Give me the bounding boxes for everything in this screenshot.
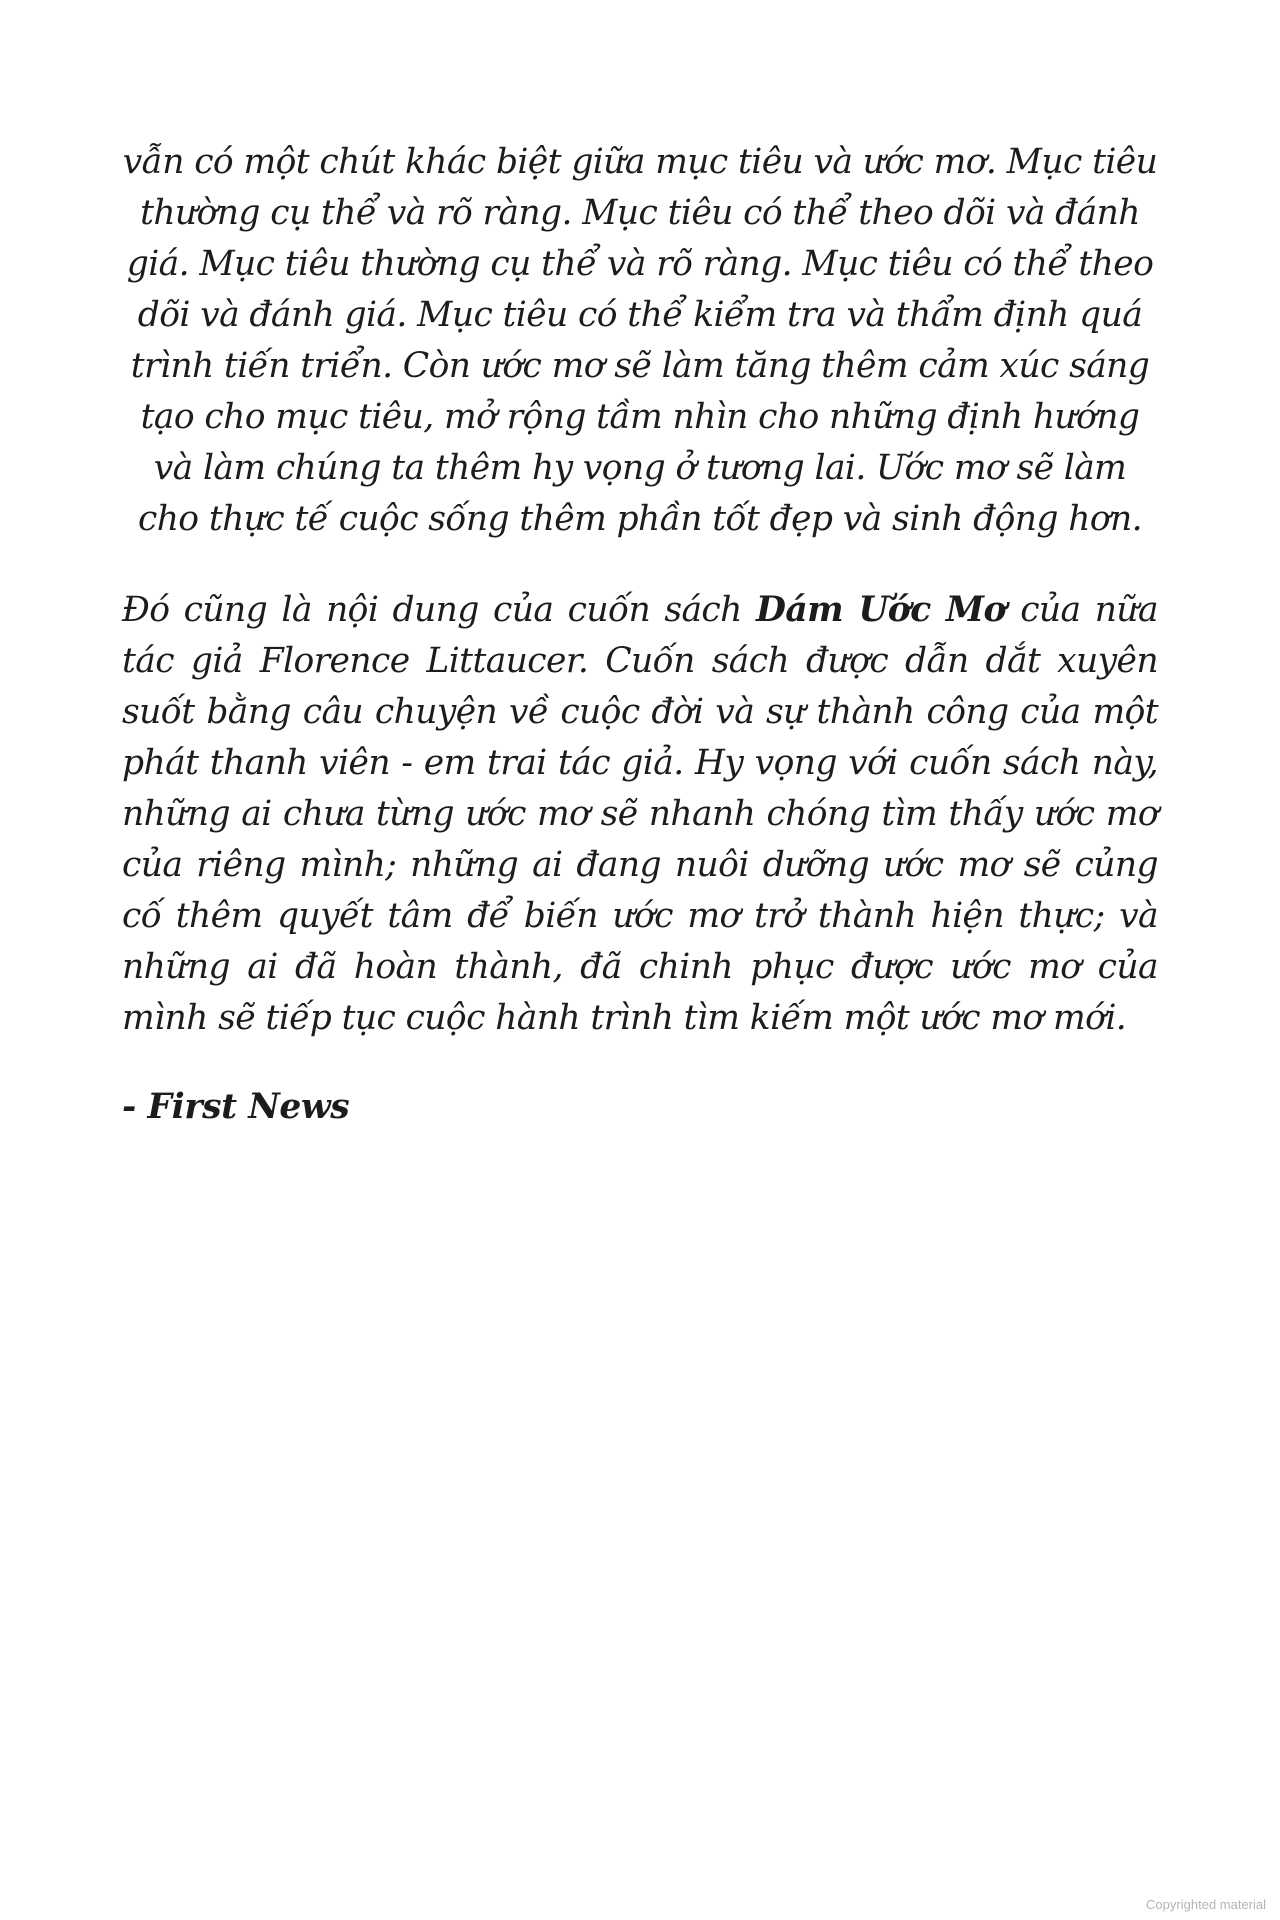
centered-paragraph: vẫn có một chút khác biệt giữa mục tiêu và ước mơ. Mục tiêu thường cụ thể và rõ ràng. Mục tiêu có thể theo dõi và đánh giá. Mục tiêu thường cụ thể và rõ ràng. Mục tiêu có thể theo dõi và đánh giá. Mục tiêu có thể kiểm tra và thẩm định quá trình tiến triển. Còn ước mơ sẽ làm tăng thêm cảm xúc sáng tạo cho mục tiêu, mở rộng tầm nhìn cho những định hướng và làm chúng ta thêm hy vọng ở tương lai. Ước mơ sẽ làm cho thực tế cuộc sống thêm phần tốt đẹp và sinh động hơn. bbox=[122, 142, 1158, 539]
copyright-watermark: Copyrighted material bbox=[1146, 1897, 1266, 1912]
description-text-start: Đó cũng là nội dung của cuốn sách bbox=[122, 590, 757, 630]
publisher-signature: - First News bbox=[122, 1087, 350, 1127]
book-description-paragraph bbox=[122, 585, 1158, 1044]
description-text-rest: của nữa tác giả Florence Littaucer. Cuốn sách được dẫn dắt xuyên suốt bằng câu chuyện về cuộc đời và sự thành công của một phát thanh viên - em trai tác giả. Hy vọng với cuốn sách này, những ai chưa từng ước mơ sẽ nhanh chóng tìm thấy ước mơ của riêng mình; những ai đang nuôi dưỡng ước mơ sẽ củng cố thêm quyết tâm để biến ước mơ trở thành hiện thực; và những ai đã hoàn thành, đã chinh phục được ước mơ của mình sẽ tiếp tục cuộc hành trình tìm kiếm một ước mơ mới. bbox=[122, 590, 1158, 1038]
book-title: Dám Ước Mơ bbox=[756, 590, 1006, 630]
